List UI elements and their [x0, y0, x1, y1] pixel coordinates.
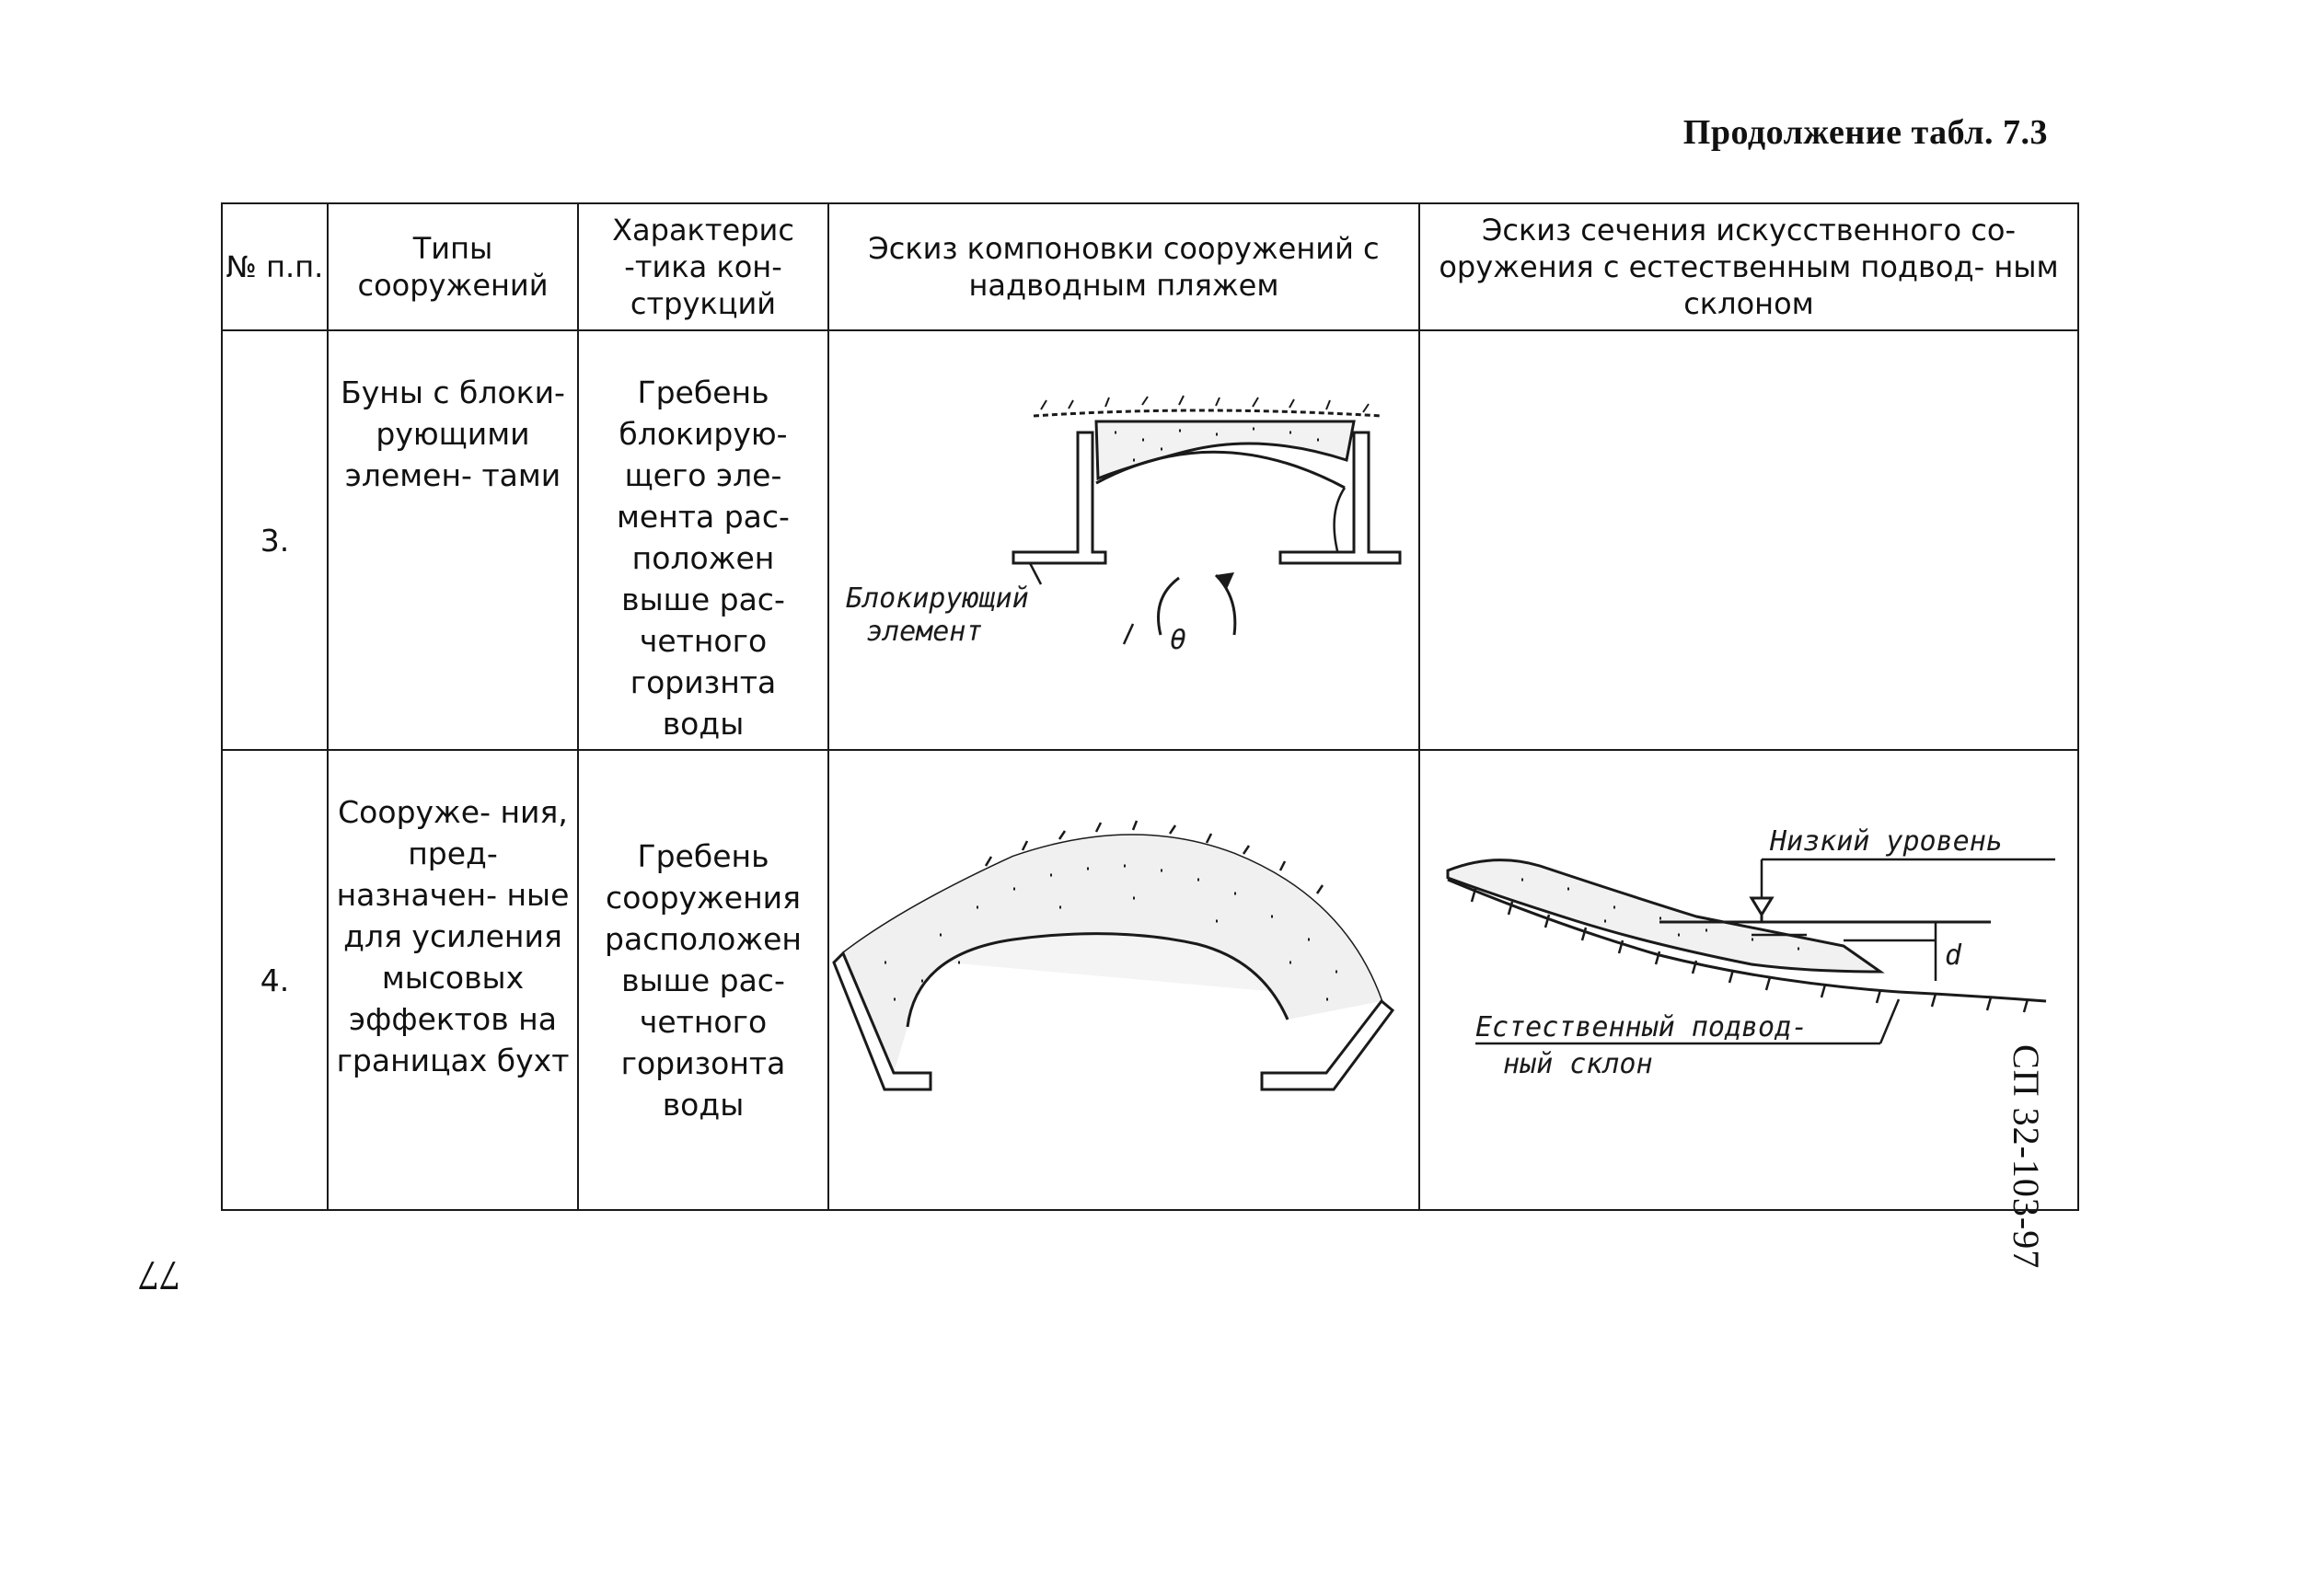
- depth-label: d: [1945, 939, 1962, 972]
- shoreline-hatching: [1041, 396, 1369, 412]
- row-number-cell: [222, 330, 328, 750]
- section-sketch-cell: [1419, 750, 2078, 1270]
- header-section-sketch: Эскиз сечения искусственного со- оружения с естественным подвод- ным склоном: [1419, 203, 2078, 330]
- slope-label-pointer: [1880, 999, 1899, 1043]
- blocking-arc-fill: [1335, 488, 1345, 561]
- shoreline-line: [1034, 410, 1382, 416]
- structure-characteristic: Гребень сооружения расположен выше рас- четного горизонта воды: [605, 838, 802, 1123]
- table-header-row: [222, 203, 2078, 330]
- row-number: 4.: [260, 962, 290, 998]
- header-layout-sketch: Эскиз компоновки сооружений с надводным пляжем: [828, 203, 1419, 330]
- blocking-element-label-2: элемент: [866, 616, 983, 648]
- low-level-label: Низкий уровень: [1770, 825, 2003, 858]
- cape-effect-sketch: [829, 751, 1418, 1209]
- left-groyne: [1013, 432, 1105, 563]
- beach-fill: [1096, 421, 1354, 478]
- layout-sketch-cell: [828, 750, 1419, 1210]
- header-characteristic: Характерис -тика кон- струкций: [578, 203, 828, 330]
- type-cell: [328, 750, 578, 1210]
- table-row: [222, 750, 2078, 1210]
- level-marker-icon: [1752, 898, 1772, 915]
- row-number: 3.: [260, 522, 290, 559]
- document-code: СП 32-103-97: [2006, 1044, 2047, 1270]
- characteristic-cell: [578, 750, 828, 1210]
- natural-slope-section-sketch: [1420, 751, 2077, 1270]
- type-cell: [328, 330, 578, 750]
- structure-type: Буны с блоки- рующими элемен- тами: [341, 375, 565, 493]
- structure-characteristic: Гребень блокирую- щего эле- мента рас- положен выше рас- четного горизнта воды: [617, 375, 790, 742]
- wave-arrow-head: [1216, 572, 1234, 589]
- angle-label: θ: [1170, 624, 1187, 656]
- natural-slope-label-2: ный склон: [1503, 1048, 1653, 1080]
- table-row: [222, 330, 2078, 750]
- angle-tick: [1124, 624, 1133, 644]
- structure-type: Сооруже- ния, пред- назначен- ные для усиления мысовых эффектов на границах бухт: [336, 794, 570, 1078]
- right-foot: [1262, 1001, 1393, 1089]
- row-number-cell: [222, 750, 328, 1210]
- table-caption: Продолжение табл. 7.3: [1682, 113, 2048, 152]
- structures-table: [221, 202, 2079, 1270]
- groyne-blocking-sketch: [829, 331, 1418, 749]
- page-number: 77: [138, 1252, 180, 1299]
- characteristic-cell: [578, 330, 828, 750]
- section-sketch-cell-empty: [1419, 330, 2078, 750]
- blocking-element-label: Блокирующий: [846, 582, 1029, 615]
- header-types: Типы сооружений: [328, 203, 578, 330]
- natural-slope-label: Естественный подвод-: [1475, 1011, 1809, 1043]
- layout-sketch-cell: [828, 330, 1419, 750]
- label-pointer: [1030, 563, 1041, 584]
- header-number: № п.п.: [222, 203, 328, 330]
